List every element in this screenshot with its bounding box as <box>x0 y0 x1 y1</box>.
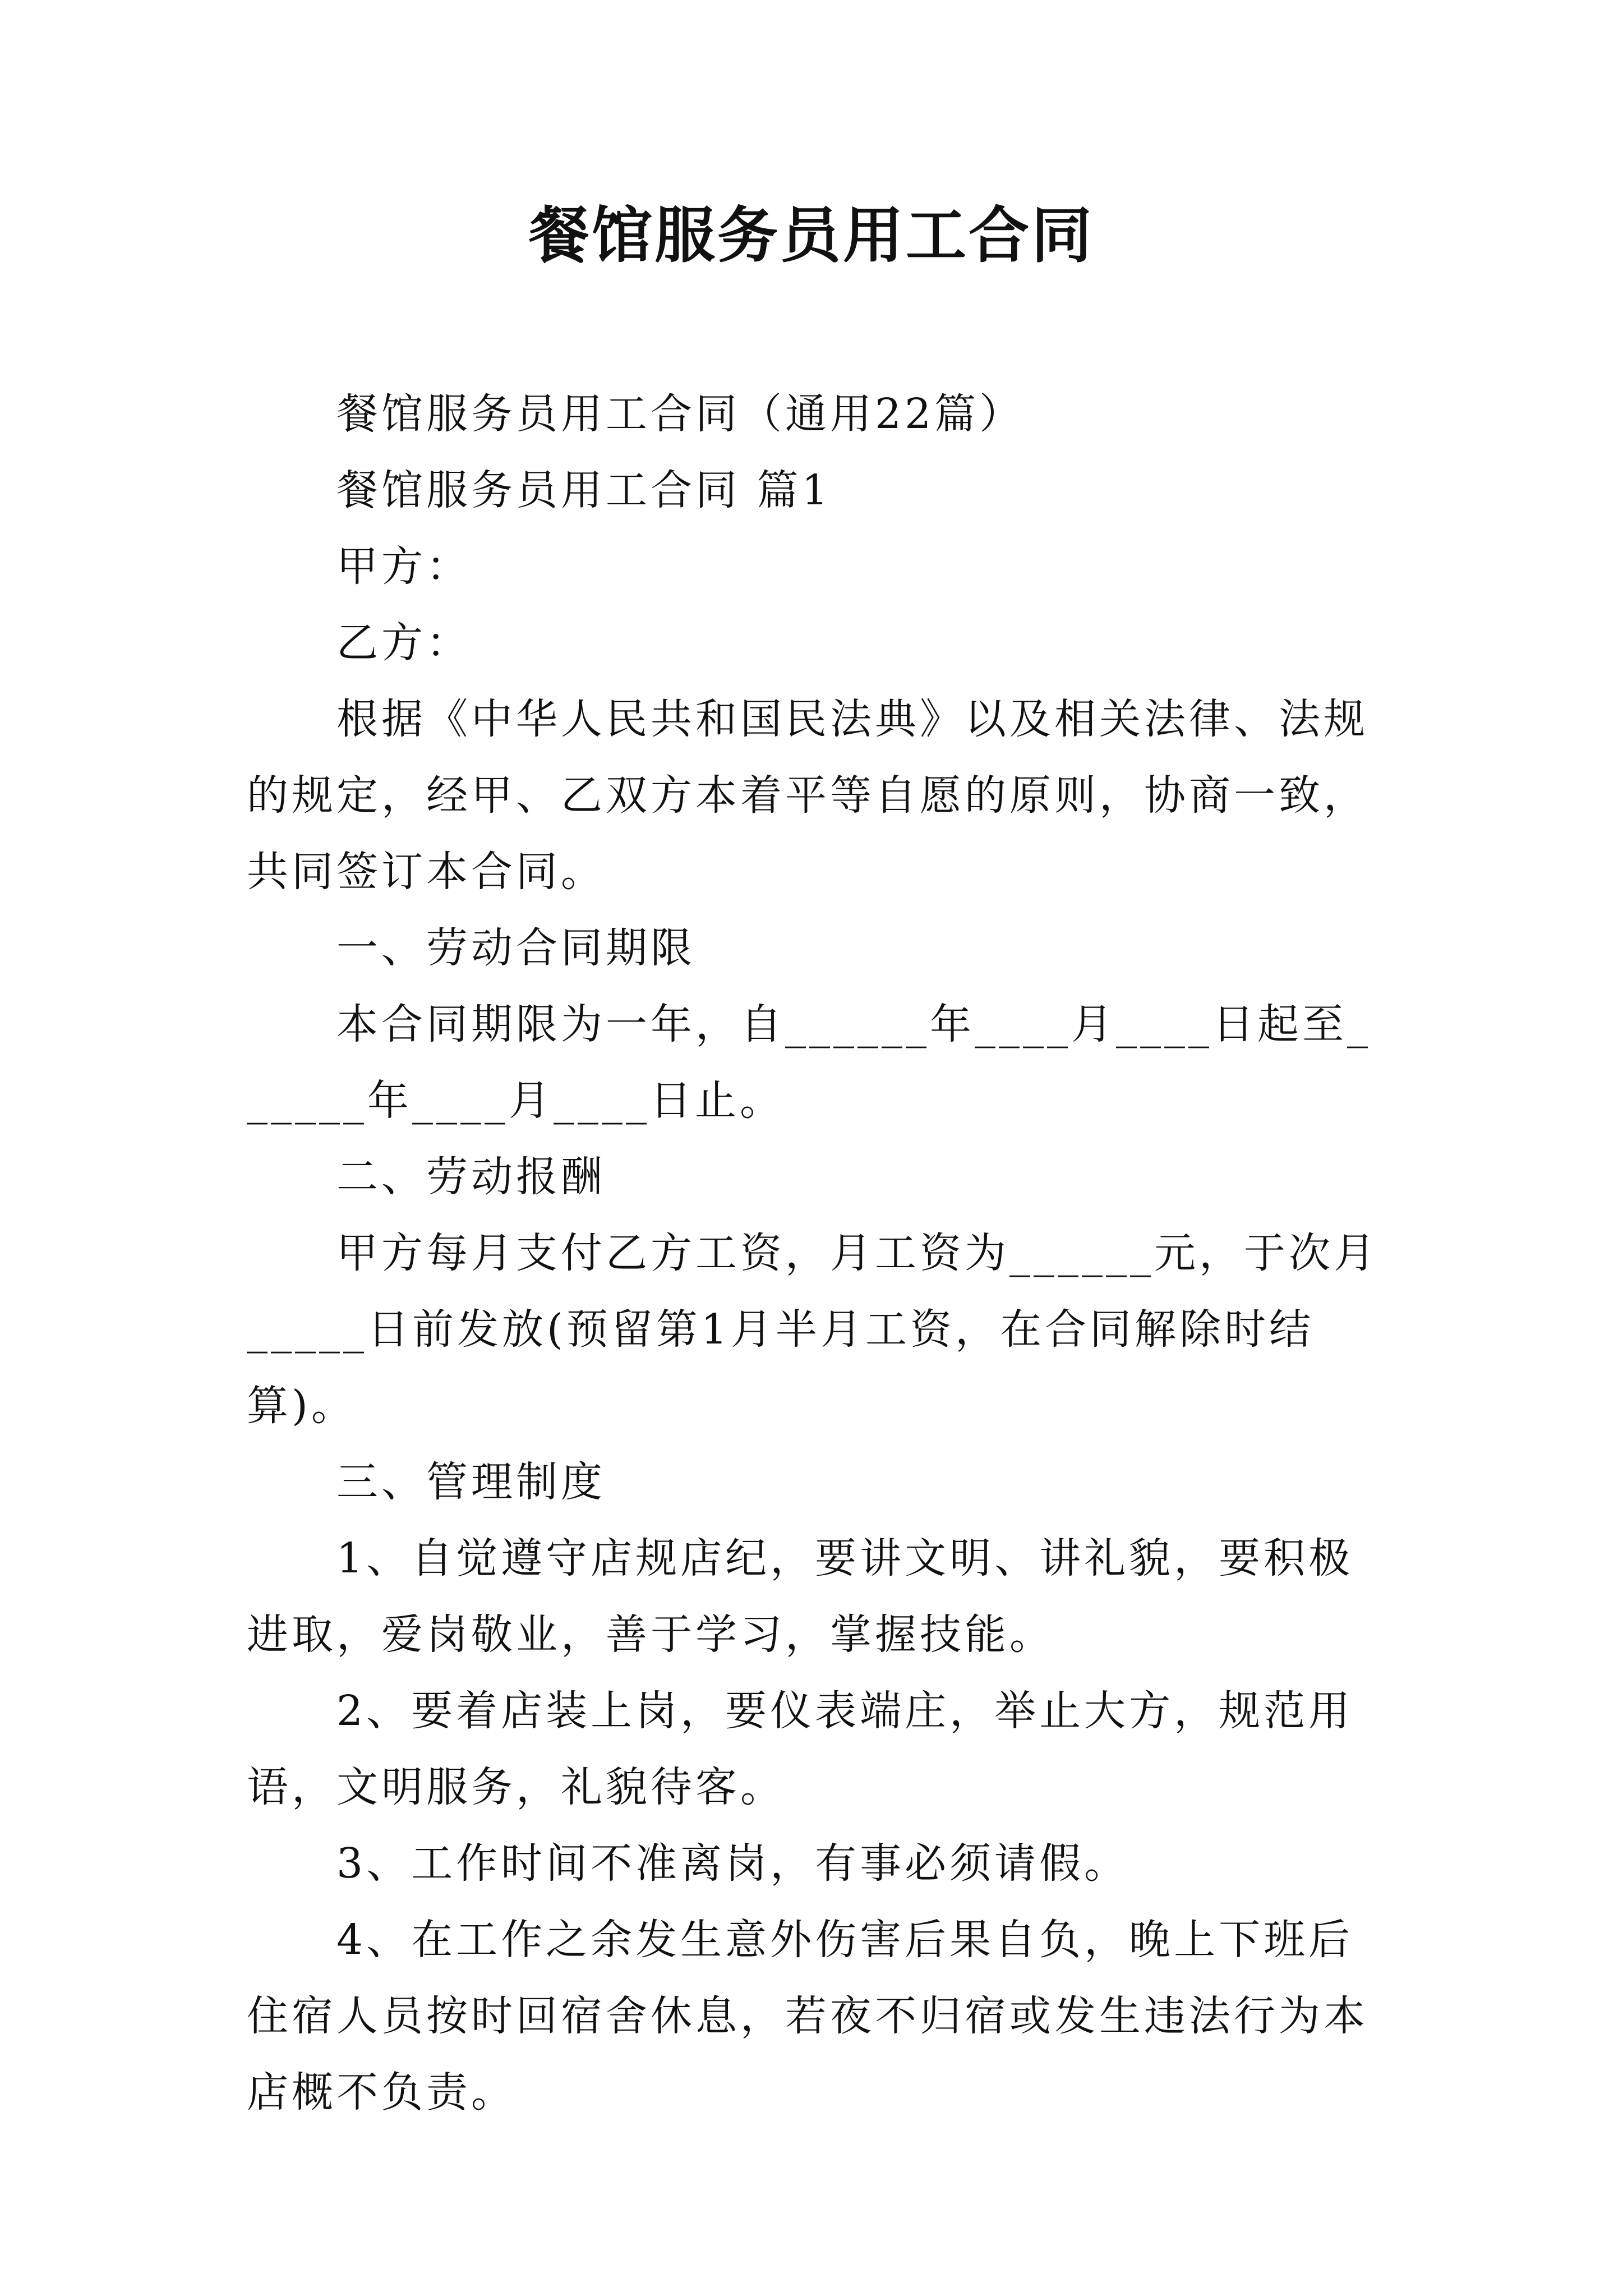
section-heading-part1: 餐馆服务员用工合同 篇1 <box>336 466 832 514</box>
party-a-line: 甲方： <box>336 542 471 591</box>
party-b-line: 乙方： <box>336 619 471 667</box>
rule-item-1: 1、自觉遵守店规店纪，要讲文明、讲礼貌，要积极进取，爱岗敬业，善于学习，掌握技能。 <box>247 1534 1354 1659</box>
section-heading-pay: 二、劳动报酬 <box>336 1153 606 1201</box>
preamble-paragraph: 根据《中华人民共和国民法典》以及相关法律、法规的规定，经甲、乙双方本着平等自愿的原则，协商一致，共同签订本合同。 <box>247 695 1368 896</box>
rule-item-4: 4、在工作之余发生意外伤害后果自负，晚上下班后住宿人员按时回宿舍休息，若夜不归宿或发生违法行为本店概不负责。 <box>247 1916 1368 2116</box>
section-heading-term: 一、劳动合同期限 <box>336 924 695 972</box>
subtitle-paragraph: 餐馆服务员用工合同（通用22篇） <box>336 390 1025 438</box>
pay-paragraph: 甲方每月支付乙方工资，月工资为______元，于次月_____日前发放(预留第1月半月工资，在合同解除时结算)。 <box>247 1229 1378 1430</box>
document-title: 餐馆服务员用工合同 <box>528 200 1094 271</box>
term-paragraph: 本合同期限为一年，自______年____月____日起至______年____月____日止。 <box>247 1000 1371 1125</box>
rule-item-2: 2、要着店装上岗，要仪表端庄，举止大方，规范用语，文明服务，礼貌待客。 <box>247 1687 1354 1811</box>
document-body <box>247 376 1385 2131</box>
rule-item-3: 3、工作时间不准离岗，有事必须请假。 <box>336 1839 1129 1888</box>
section-heading-rules: 三、管理制度 <box>336 1458 606 1506</box>
